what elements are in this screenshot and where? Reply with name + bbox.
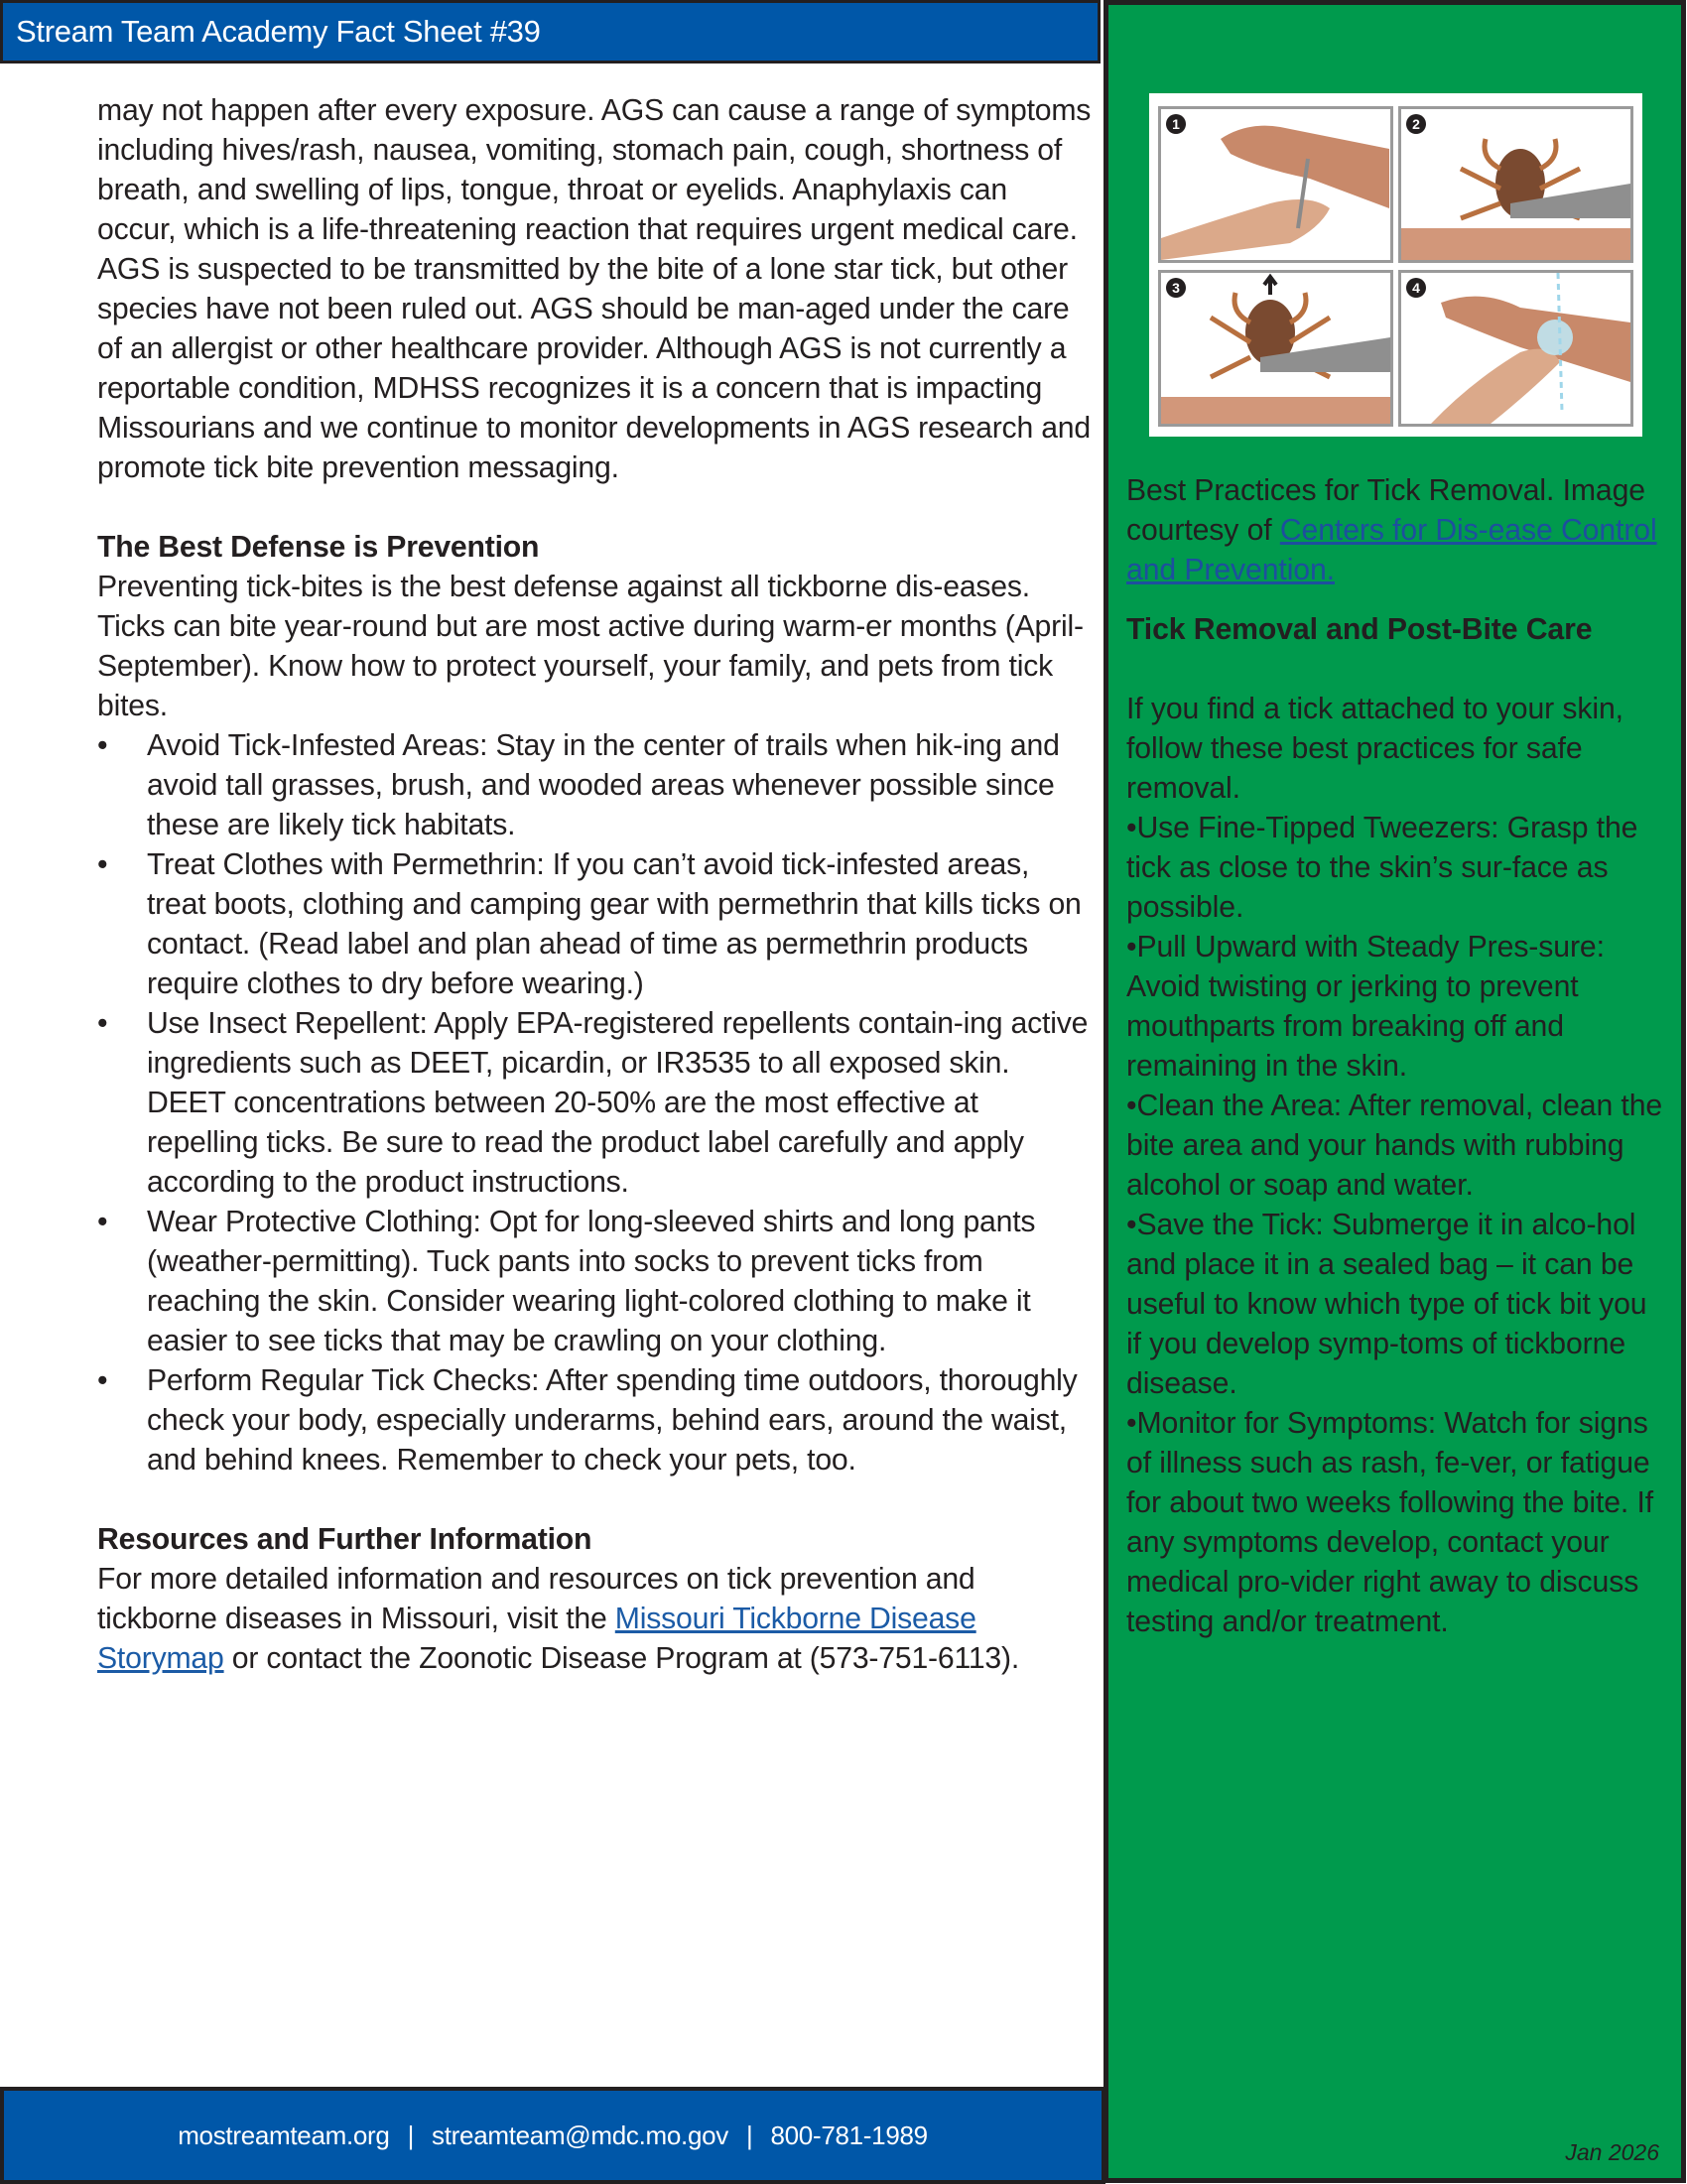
storymap-link[interactable]: Missouri Tickborne Disease Storymap [97,1603,976,1675]
spacer [97,1480,1094,1520]
list-item-text: Avoid Tick-Infested Areas: Stay in the center of trails when hik-ing and avoid tall grasses, brush, and wooded areas whenever possible since these are likely tick habitats. [147,729,1060,841]
list-item [97,1203,1094,1361]
prevention-intro: Preventing tick-bites is the best defense against all tickborne dis-eases. Ticks can bite year-round but are most active during warm-er months (April-September). Know how to protect yourself, your family, and pets from tick bites. [97,571,1084,722]
step-number-icon: 3 [1166,278,1186,298]
tick-removal-intro: If you find a tick attached to your skin, follow these best practices for safe removal. [1126,693,1623,805]
prevention-heading: The Best Defense is Prevention [97,531,540,564]
bullet-icon: • [97,1206,108,1238]
spacer [1126,650,1667,690]
list-item-text: Treat Clothes with Permethrin: If you can’t avoid tick-infested areas, treat boots, clothing and camping gear with permethrin that kills ticks on contact. (Read label and plan ahead of time as permethrin products require clothes to dry before wearing.) [147,848,1082,1000]
bullet-icon: • [97,1007,108,1040]
list-item [97,1361,1094,1480]
sidebar-text [1126,471,1667,1642]
tick-removal-item: •Clean the Area: After removal, clean the bite area and your hands with rubbing alcohol or soap and water. [1126,1090,1663,1202]
figure-panel-3 [1158,270,1393,427]
website-link[interactable]: mostreamteam.org [178,2120,390,2150]
prevention-list [97,726,1094,1480]
cdc-link[interactable]: Centers for Dis-ease Control and Prevention. [1126,514,1657,586]
list-item [97,1004,1094,1203]
footer-contact [4,2120,1102,2151]
figure-panel-1 [1158,106,1393,263]
list-item [97,726,1094,845]
figure-panel-4 [1398,270,1633,427]
step-number-icon: 4 [1406,278,1426,298]
tick-tweezers-icon [1401,109,1630,260]
resources-text-before: For more detailed information and resources on tick prevention and tickborne diseases in Missouri, visit the [97,1563,975,1635]
bullet-icon: • [97,1364,108,1397]
tick-removal-item: •Save the Tick: Submerge it in alco-hol and place it in a sealed bag – it can be useful to know which type of tick bit you if you develop symp-toms of tickborne disease. [1126,1209,1647,1400]
intro-paragraph-1: may not happen after every exposure. AGS can cause a range of symptoms including hives/rash, nausea, vomiting, stomach pain, cough, shortness of breath, and swelling of lips, tongue, throat or eyelids. Anaphylaxis can occur, which is a life-threatening reaction that requires urgent medical care. [97,94,1092,246]
tick-removal-item: •Use Fine-Tipped Tweezers: Grasp the tick as close to the skin’s sur-face as possible. [1126,812,1638,924]
hand-tweezers-icon [1161,109,1390,260]
separator: | [746,2120,753,2150]
spacer [97,488,1094,528]
bullet-icon: • [97,848,108,881]
figure-panel-2 [1398,106,1633,263]
step-number-icon: 2 [1406,114,1426,134]
header-bar [0,0,1101,64]
tick-removal-heading: Tick Removal and Post-Bite Care [1126,613,1593,646]
list-item-text: Use Insect Repellent: Apply EPA-registered repellents contain-ing active ingredients such as DEET, picardin, or IR3535 to all exposed skin. DEET concentrations between 20-50% are the most effective at repelling ticks. Be sure to read the product label carefully and apply according to the product instructions. [147,1007,1089,1199]
publication-date: Jan 2026 [1565,2139,1659,2165]
step-number-icon: 1 [1166,114,1186,134]
list-item-text: Wear Protective Clothing: Opt for long-sleeved shirts and long pants (weather-permitting). Tuck pants into socks to prevent ticks from reaching the skin. Consider wearing light-colored clothing to make it easier to see ticks that may be crawling on your clothing. [147,1206,1036,1357]
tick-removal-item: •Pull Upward with Steady Pres-sure: Avoid twisting or jerking to prevent mouthparts from breaking off and remaining in the skin. [1126,931,1605,1083]
resources-heading: Resources and Further Information [97,1523,592,1556]
caption-text: Best Practices for Tick Removal. Image courtesy of [1126,474,1645,547]
email-link[interactable]: streamteam@mdc.mo.gov [432,2120,729,2150]
page-title: Stream Team Academy Fact Sheet #39 [16,14,541,49]
washing-hands-icon [1401,273,1630,424]
intro-paragraph-2: AGS is suspected to be transmitted by the bite of a lone star tick, but other species have not been ruled out. AGS should be man-aged under the care of an allergist or other healthcare provider. Although AGS is not currently a reportable condition, MDHSS recognizes it is a concern that is impacting Missourians and we continue to monitor developments in AGS research and promote tick bite prevention messaging. [97,253,1091,484]
footer-bar [0,2087,1105,2184]
list-item-text: Perform Regular Tick Checks: After spending time outdoors, thoroughly check your body, especially underarms, behind ears, around the waist, and behind knees. Remember to check your pets, too. [147,1364,1078,1477]
phone-number: 800-781-1989 [770,2120,928,2150]
main-column [97,91,1094,1679]
figure-caption [1126,471,1667,590]
tick-removal-item: •Monitor for Symptoms: Watch for signs of illness such as rash, fe-ver, or fatigue for about two weeks following the bite. If any symptoms develop, contact your medical pro-vider right away to discuss testing and/or treatment. [1126,1407,1654,1638]
list-item [97,845,1094,1004]
sidebar-panel [1103,0,1686,2183]
separator: | [407,2120,415,2150]
resources-text [97,1560,1094,1679]
bullet-icon: • [97,729,108,762]
spacer [1126,590,1667,610]
tick-pull-icon [1161,273,1390,424]
resources-text-after: or contact the Zoonotic Disease Program at (573-751-6113). [223,1642,1020,1675]
tick-removal-figure [1149,93,1642,437]
